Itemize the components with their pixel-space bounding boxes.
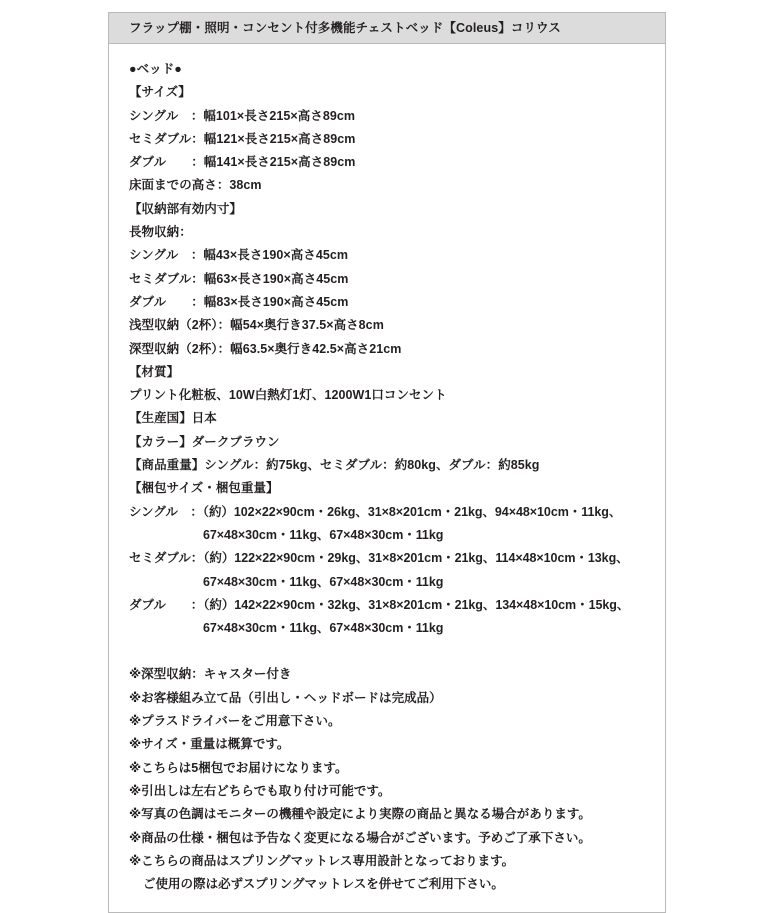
specification-panel	[108, 12, 666, 913]
storage-line-double: ダブル ：幅83×長さ190×高さ45cm	[129, 294, 349, 309]
size-line-double: ダブル ：幅141×長さ215×高さ89cm	[129, 155, 356, 170]
specification-body	[109, 44, 665, 912]
notes-section	[129, 663, 649, 896]
note-screwdriver-required: ※プラスドライバーをご用意下さい。	[129, 714, 341, 729]
section-spacer	[129, 640, 649, 663]
note-spring-mattress-design: ※こちらの商品はスプリングマットレス専用設計となっております。	[129, 853, 515, 868]
storage-sub-label-long-item: 長物収納：	[129, 225, 192, 240]
storage-heading: 【収納部有効内寸】	[129, 201, 242, 216]
note-package-count: ※こちらは5梱包でお届けになります。	[129, 760, 348, 775]
material-heading: 【材質】	[129, 364, 180, 379]
storage-line-single: シングル ：幅43×長さ190×高さ45cm	[129, 248, 348, 263]
storage-line-shallow-drawer: 浅型収納（2杯）：幅54×奥行き37.5×高さ8cm	[129, 318, 384, 333]
product-color: 【カラー】ダークブラウン	[129, 434, 280, 449]
country-of-origin: 【生産国】日本	[129, 411, 217, 426]
packing-line-semi-double: セミダブル：（約）122×22×90cm・29kg、31×8×201cm・21kg、114×48×10cm・13kg、	[129, 551, 629, 566]
storage-line-deep-drawer: 深型収納（2杯）：幅63.5×奥行き42.5×高さ21cm	[129, 341, 402, 356]
packing-line-single-cont: 67×48×30cm・11kg、67×48×30cm・11kg	[203, 527, 444, 542]
material-value: プリント化粧板、10W白熱灯1灯、1200W1口コンセント	[129, 388, 447, 403]
note-assembly-required: ※お客様組み立て品（引出し・ヘッドボードは完成品）	[129, 690, 442, 705]
packing-line-double: ダブル ：（約）142×22×90cm・32kg、31×8×201cm・21kg、134×48×10cm・15kg、	[129, 597, 630, 612]
packing-line-single: シングル ：（約）102×22×90cm・26kg、31×8×201cm・21kg、94×48×10cm・11kg、	[129, 504, 622, 519]
size-line-floor-height: 床面までの高さ：38cm	[129, 178, 262, 193]
note-deep-drawer-caster: ※深型収納：キャスター付き	[129, 667, 292, 682]
note-monitor-color-difference: ※写真の色調はモニターの機種や設定により実際の商品と異なる場合があります。	[129, 807, 591, 822]
size-heading: 【サイズ】	[129, 85, 191, 100]
size-line-semi-double: セミダブル：幅121×長さ215×高さ89cm	[129, 131, 356, 146]
storage-line-semi-double: セミダブル：幅63×長さ190×高さ45cm	[129, 271, 349, 286]
product-weight: 【商品重量】シングル：約75kg、セミダブル：約80kg、ダブル：約85kg	[129, 458, 540, 473]
note-approximate-measurements: ※サイズ・重量は概算です。	[129, 737, 290, 752]
packing-line-semi-double-cont: 67×48×30cm・11kg、67×48×30cm・11kg	[203, 574, 444, 589]
note-spec-change-without-notice: ※商品の仕様・梱包は予告なく変更になる場合がございます。予めご了承下さい。	[129, 830, 591, 845]
section-label-bed: ●ベッド●	[129, 62, 182, 76]
size-line-single: シングル ：幅101×長さ215×高さ89cm	[129, 108, 355, 123]
note-drawer-side-installation: ※引出しは左右どちらでも取り付け可能です。	[129, 783, 391, 798]
packing-heading: 【梱包サイズ・梱包重量】	[129, 481, 279, 496]
product-title-header: フラップ棚・照明・コンセント付多機能チェストベッド【Coleus】コリウス	[109, 13, 665, 44]
note-spring-mattress-usage: ご使用の際は必ずスプリングマットレスを併せてご利用下さい。	[143, 877, 504, 892]
packing-line-double-cont: 67×48×30cm・11kg、67×48×30cm・11kg	[203, 621, 444, 636]
